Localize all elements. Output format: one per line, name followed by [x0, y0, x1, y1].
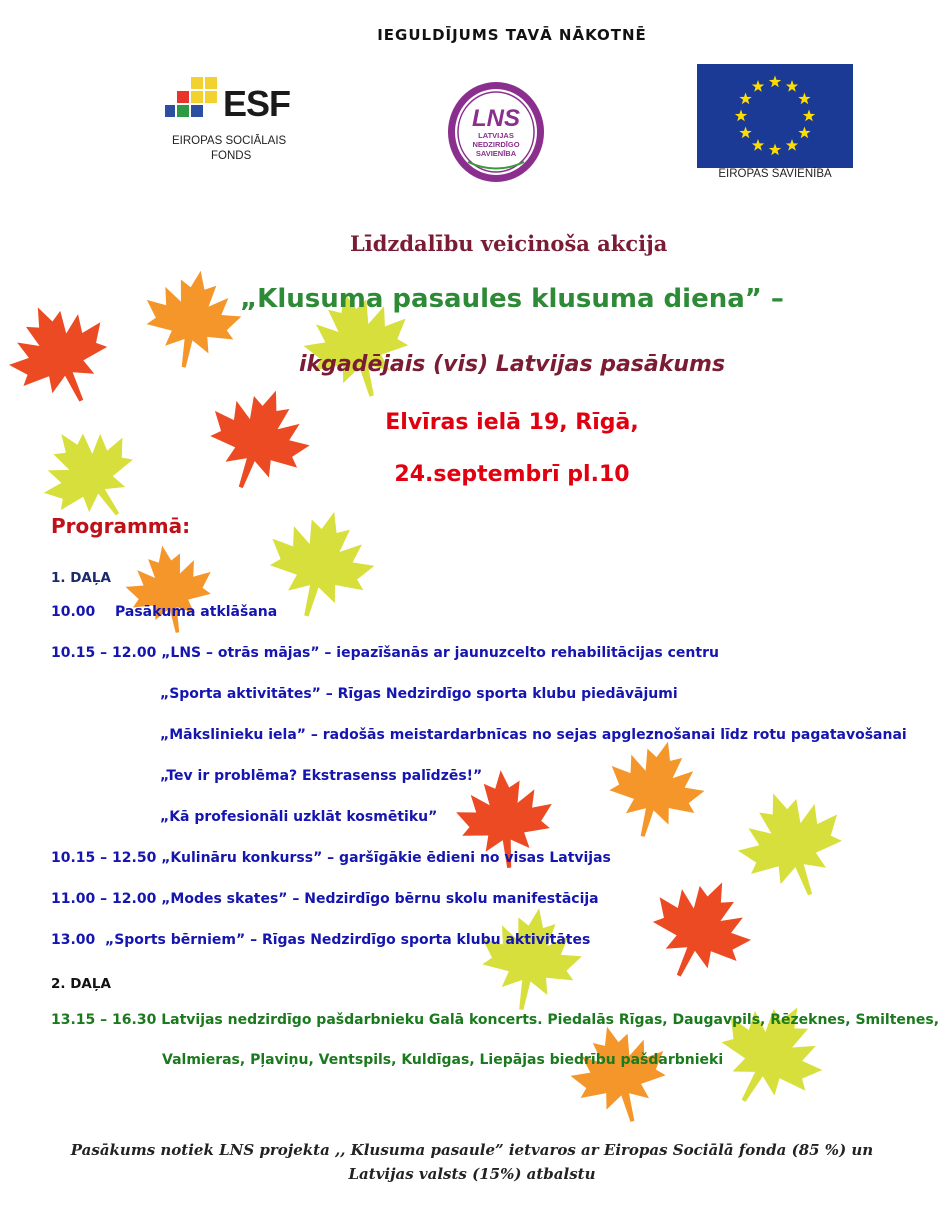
program-item	[51, 891, 599, 907]
program-item-text: „Sports bērniem” – Rīgas Nedzirdīgo sporta klubu aktivitātes	[105, 932, 591, 948]
program-item-text: „Tev ir problēma? Ekstrasenss palīdzēs!”	[160, 768, 483, 784]
eu-logo	[697, 64, 854, 184]
eu-star-icon	[769, 144, 781, 156]
program-item-time: 10.00	[51, 604, 96, 620]
program-item-time: 13.00	[51, 932, 96, 948]
program-item-text: „LNS – otrās mājas” – iepazīšanās ar jaunuzcelto rehabilitācijas centru	[161, 645, 719, 661]
eu-star-icon	[752, 139, 764, 151]
event-title-secondary: ikgadējais (vis) Latvijas pasākums	[298, 352, 726, 377]
lns-seal-icon	[446, 80, 546, 184]
eu-flag	[697, 64, 853, 168]
program-item	[160, 686, 678, 702]
eu-star-icon	[735, 110, 747, 122]
esf-logo-line1: EIROPAS SOCIĀLAIS	[172, 135, 287, 147]
funding-note-line1: Pasākums notiek LNS projekta ,, Klusuma pasaule” ietvaros ar Eiropas Sociālā fonda (85 %) un	[70, 1141, 874, 1159]
program-item-time: 11.00 – 12.00	[51, 891, 157, 907]
eu-star-icon	[798, 93, 810, 105]
program-item-text: Pasākuma atklāšana	[115, 604, 278, 620]
eu-star-icon	[786, 139, 798, 151]
lns-logo-line2: NEDZIRDĪGO	[472, 140, 520, 149]
eu-star-icon	[769, 76, 781, 88]
lns-logo	[446, 80, 546, 184]
eu-star-icon	[739, 127, 751, 139]
eu-star-icon	[786, 80, 798, 92]
program-item	[51, 604, 277, 620]
program-item-time: 10.15 – 12.50	[51, 850, 157, 866]
program-item	[51, 645, 719, 661]
lns-logo-word: LNS	[472, 105, 520, 132]
event-location: Elvīras ielā 19, Rīgā,	[385, 410, 639, 435]
program-item	[160, 768, 482, 784]
eu-logo-caption: EIROPAS SAVIENĪBA	[718, 168, 832, 180]
program-concert	[51, 1012, 939, 1028]
program-part1-label: 1. DAĻA	[51, 570, 111, 586]
program-item	[160, 727, 907, 743]
program-concert-continued	[162, 1052, 723, 1068]
program-item-text: „Mākslinieku iela” – radošās meistardarbnīcas no sejas apgleznošanai līdz rotu pagatavošanai	[160, 727, 907, 743]
esf-squares-icon	[165, 75, 223, 125]
program-part2-label: 2. DAĻA	[51, 976, 111, 992]
program-item	[51, 932, 590, 948]
program-concert-text-line1: Latvijas nedzirdīgo pašdarbnieku Galā koncerts. Piedalās Rīgas, Daugavpils, Rēzeknes, Smiltenes,	[161, 1012, 940, 1028]
lns-logo-line1: LATVIJAS	[478, 131, 514, 140]
eu-star-icon	[739, 93, 751, 105]
program-item-time: 10.15 – 12.00	[51, 645, 157, 661]
program-item-text: „Modes skates” – Nedzirdīgo bērnu skolu manifestācija	[161, 891, 599, 907]
event-date: 24.septembrī pl.10	[394, 462, 630, 487]
funding-note	[40, 1138, 904, 1186]
event-title: „Klusuma pasaules klusuma diena” –	[240, 284, 784, 314]
esf-logo-word: ESF	[223, 83, 291, 124]
program-item	[160, 809, 437, 825]
program-concert-time: 13.15 – 16.30	[51, 1012, 157, 1028]
header-slogan: IEGULDĪJUMS TAVĀ NĀKOTNĒ	[377, 26, 647, 44]
eu-star-icon	[798, 127, 810, 139]
esf-logo-line2: FONDS	[211, 150, 252, 162]
program-item	[51, 850, 611, 866]
eu-star-icon	[803, 110, 815, 122]
event-subtitle: Līdzdalību veicinoša akcija	[350, 231, 668, 256]
program-heading: Programmā:	[51, 514, 191, 538]
program-item-text: „Kulināru konkurss” – garšīgākie ēdieni no visas Latvijas	[161, 850, 611, 866]
eu-star-icon	[752, 80, 764, 92]
esf-logo	[165, 75, 315, 170]
lns-logo-line3: SAVIENĪBA	[475, 149, 517, 158]
program-item-text: „Sporta aktivitātes” – Rīgas Nedzirdīgo sporta klubu piedāvājumi	[160, 686, 678, 702]
program-concert-text-line2: Valmieras, Pļaviņu, Ventspils, Kuldīgas, Liepājas biedrību pašdarbnieki	[162, 1052, 724, 1068]
funding-note-line2: Latvijas valsts (15%) atbalstu	[348, 1165, 596, 1183]
program-item-text: „Kā profesionāli uzklāt kosmētiku”	[160, 809, 438, 825]
eu-stars-icon	[697, 64, 853, 168]
